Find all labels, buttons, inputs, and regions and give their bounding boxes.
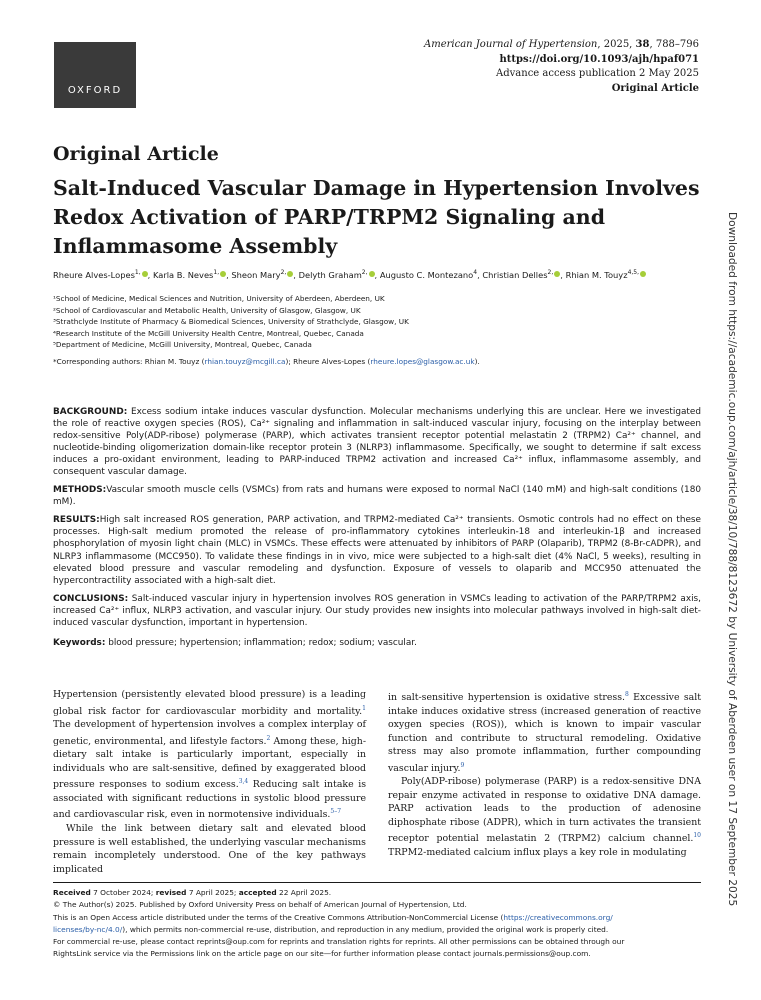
citation-link[interactable]: 2 — [266, 734, 271, 742]
abstract-conclusions: CONCLUSIONS: Salt-induced vascular injury in hypertension involves ROS generation in VSMCs leading to activation of the PARP/TRPM2 axis, increased Ca²⁺ influx, NLRP3 activation, and vascular injury. Our study provides new insights into molecular pathways involved in high-salt diet-induced vascular dysfunction, important in hypertension. — [53, 593, 701, 628]
affiliation: ⁵Department of Medicine, McGill University, Montreal, Quebec, Canada — [53, 340, 312, 350]
author-list: Rheure Alves-Lopes$^{1,}$ , Karla B. Neves$^{1,}$ , Sheon Mary$^{2,}$ , Delyth Graham$^{2,}$ , Augusto C. Montezano$^4$, Christian Delles$^{2,}$ , Rhian M. Touyz$^{4,5,}$ — [53, 269, 713, 280]
orcid-icon[interactable] — [640, 271, 646, 277]
journal-header — [369, 38, 699, 96]
oxford-logo — [54, 42, 136, 108]
citation-link[interactable]: 1 — [362, 704, 366, 712]
access-date: Advance access publication 2 May 2025 — [496, 68, 699, 79]
body-column-left — [53, 688, 366, 876]
license-line: This is an Open Access article distributed under the terms of the Creative Commons Attribution-NonCommercial License (https://creativecommons.org/ — [53, 912, 613, 922]
keywords: Keywords: blood pressure; hypertension; inflammation; redox; sodium; vascular. — [53, 638, 417, 648]
email-link[interactable]: rheure.lopes@glasgow.ac.uk — [370, 357, 475, 366]
commercial-note: For commercial re-use, please contact reprints@oup.com for reprints and translation rights for reprints. All other permissions can be obtained through our — [53, 937, 625, 947]
citation-link[interactable]: 3,4 — [238, 778, 249, 786]
dates: Received 7 October 2024; revised 7 April 2025; accepted 22 April 2025. — [53, 888, 332, 897]
citation-link[interactable]: 8 — [625, 691, 629, 698]
affiliations — [53, 293, 673, 351]
citation-link[interactable]: 5–7 — [330, 808, 342, 816]
body-paragraph: Hypertension (persistently elevated blood pressure) is a leading global risk factor for cardiovascular morbidity and mortality.$^1$ The development of hypertension involves a complex interplay of genetic, environmental, and lifestyle factors.$^2$ Among these, high-dietary salt intake is particularly important, especially in individuals who are salt-sensitive, defined by exaggerated blood pressure responses to sodium excess.$^{3,4}$ Reducing salt intake is associated with significant reductions in systolic blood pressure and cardiovascular risk, even in normotensive individuals.$^{5-7}$ — [53, 689, 366, 821]
affiliation: ²School of Cardiovascular and Metabolic Health, University of Glasgow, Glasgow, UK — [53, 305, 361, 315]
email-link[interactable]: rhian.touyz@mcgill.ca — [204, 357, 286, 366]
abstract-methods: METHODS:Vascular smooth muscle cells (VSMCs) from rats and humans were exposed to normal NaCl (140 mM) and high-salt conditions (180 mM). — [53, 485, 701, 508]
license-line: licenses/by-nc/4.0/), which permits non-commercial re-use, distribution, and reproduction in any medium, provided the original work is properly cited. — [53, 924, 609, 934]
doi-link[interactable]: https://doi.org/10.1093/ajh/hpaf071 — [499, 53, 699, 65]
citation-link[interactable]: 9 — [460, 761, 465, 769]
citation-link[interactable]: 10 — [693, 832, 701, 840]
body-paragraph: Poly(ADP-ribose) polymerase (PARP) is a redox-sensitive DNA repair enzyme activated in response to oxidative DNA damage. PARP activation leads to the production of adenosine diphosphate ribose (ADPR), which in turn activates the transient receptor potential melastatin 2 (TRPM2) calcium channel.$^{10}$ TRPM2-mediated calcium influx plays a key role in modulating — [388, 776, 701, 858]
journal-citation: American Journal of Hypertension, 2025, 38, 788–796 — [424, 39, 699, 50]
article-title: Salt-Induced Vascular Damage in Hypertension Involves Redox Activation of PARP/TRPM2 Signaling and Inflammasome Assembly — [53, 176, 700, 258]
author[interactable]: Delyth Graham$^{2,}$ — [299, 270, 375, 280]
author[interactable]: Sheon Mary$^{2,}$ — [231, 270, 293, 280]
author[interactable]: Christian Delles$^{2,}$ — [482, 270, 560, 280]
body-paragraph: in salt-sensitive hypertension is oxidative stress.$^8$ Excessive salt intake induces oxidative stress (increased generation of reactive oxygen species (ROS)), which is known to impair vascular function and contribute to structural remodeling. Oxidative stress may also promote inflammation, further compounding vascular injury.$^9$ — [388, 691, 701, 774]
corresponding-authors: *Corresponding authors: Rhian M. Touyz (rhian.touyz@mcgill.ca); Rheure Alves-Lopes (rheure.lopes@glasgow.ac.uk). — [53, 357, 480, 366]
affiliation: ³Strathclyde Institute of Pharmacy & Biomedical Sciences, University of Strathclyde, Glasgow, UK — [53, 317, 409, 327]
affiliation: ⁴Research Institute of the McGill University Health Centre, Montreal, Quebec, Canada — [53, 328, 364, 338]
abstract-background: BACKGROUND: Excess sodium intake induces vascular dysfunction. Molecular mechanisms underlying this are unclear. Here we investigated the role of reactive oxygen species (ROS), Ca²⁺ signaling and inflammation in salt-induced vascular injury, focusing on the interplay between redox-sensitive Poly(ADP-ribose) polymerase (PARP), which activates transient receptor potential melastatin 2 (TRPM2) Ca²⁺ channel, and nucleotide-binding oligomerization domain-like receptor protein 3 (NLRP3) inflammasome. Specifically, we sought to determine if salt excess induces a pro-oxidant environment, leading to PARP-induced TRPM2 activation and increased Ca²⁺ influx, inflammasome assembly, and consequent vascular damage. — [53, 407, 701, 478]
abstract — [53, 406, 701, 635]
footer-divider — [53, 882, 701, 883]
abstract-results: RESULTS:High salt increased ROS generation, PARP activation, and TRPM2-mediated Ca²⁺ transients. Osmotic controls had no effect on these processes. High-salt medium promoted the release of pro-inflammatory cytokines interleukin-18 and interleukin-1β and increased phosphorylation of myosin light chain (MLC) in VSMCs. These effects were attenuated by inhibitors of PARP (Olaparib), TRPM2 (8-Br-cADPR), and NLRP3 inflammasome (MCC950). To validate these findings in in vivo, mice were subjected to a high-salt diet (4% NaCl, 5 weeks), resulting in elevated blood pressure and vascular remodeling and dysfunction. Exposure of vessels to olaparib and MCC950 attenuated the hypercontractility associated with a high-salt diet. — [53, 515, 701, 586]
article-footer — [53, 887, 703, 961]
body-column-right — [388, 688, 701, 859]
license-link[interactable]: https://creativecommons.org/ — [503, 912, 613, 922]
author[interactable]: Karla B. Neves$^{1,}$ — [153, 270, 226, 280]
copyright: © The Author(s) 2025. Published by Oxford University Press on behalf of American Journal of Hypertension, Ltd. — [53, 900, 467, 910]
license-link[interactable]: licenses/by-nc/4.0/ — [53, 924, 123, 934]
author[interactable]: Rhian M. Touyz$^{4,5,}$ — [566, 270, 646, 280]
download-watermark: Downloaded from https://academic.oup.com/ajh/article/38/10/788/8123672 by University of Aberdeen user on 17 September 2025 — [726, 212, 738, 907]
logo-text: OXFORD — [67, 85, 123, 96]
article-kicker: Original Article — [53, 143, 219, 165]
body-paragraph: While the link between dietary salt and elevated blood pressure is well established, the underlying vascular mechanisms remain incompletely understood. One of the key pathways implicated — [53, 823, 366, 875]
rightslink-note: RightsLink service via the Permissions link on the article page on our site—for further information please contact journals.permissions@oup.com. — [53, 949, 591, 959]
author[interactable]: Rheure Alves-Lopes$^{1,}$ — [53, 270, 148, 280]
article-type: Original Article — [611, 82, 699, 94]
author[interactable]: Augusto C. Montezano$^4$ — [379, 269, 478, 280]
affiliation: ¹School of Medicine, Medical Sciences and Nutrition, University of Aberdeen, Aberdeen, UK — [53, 294, 385, 303]
